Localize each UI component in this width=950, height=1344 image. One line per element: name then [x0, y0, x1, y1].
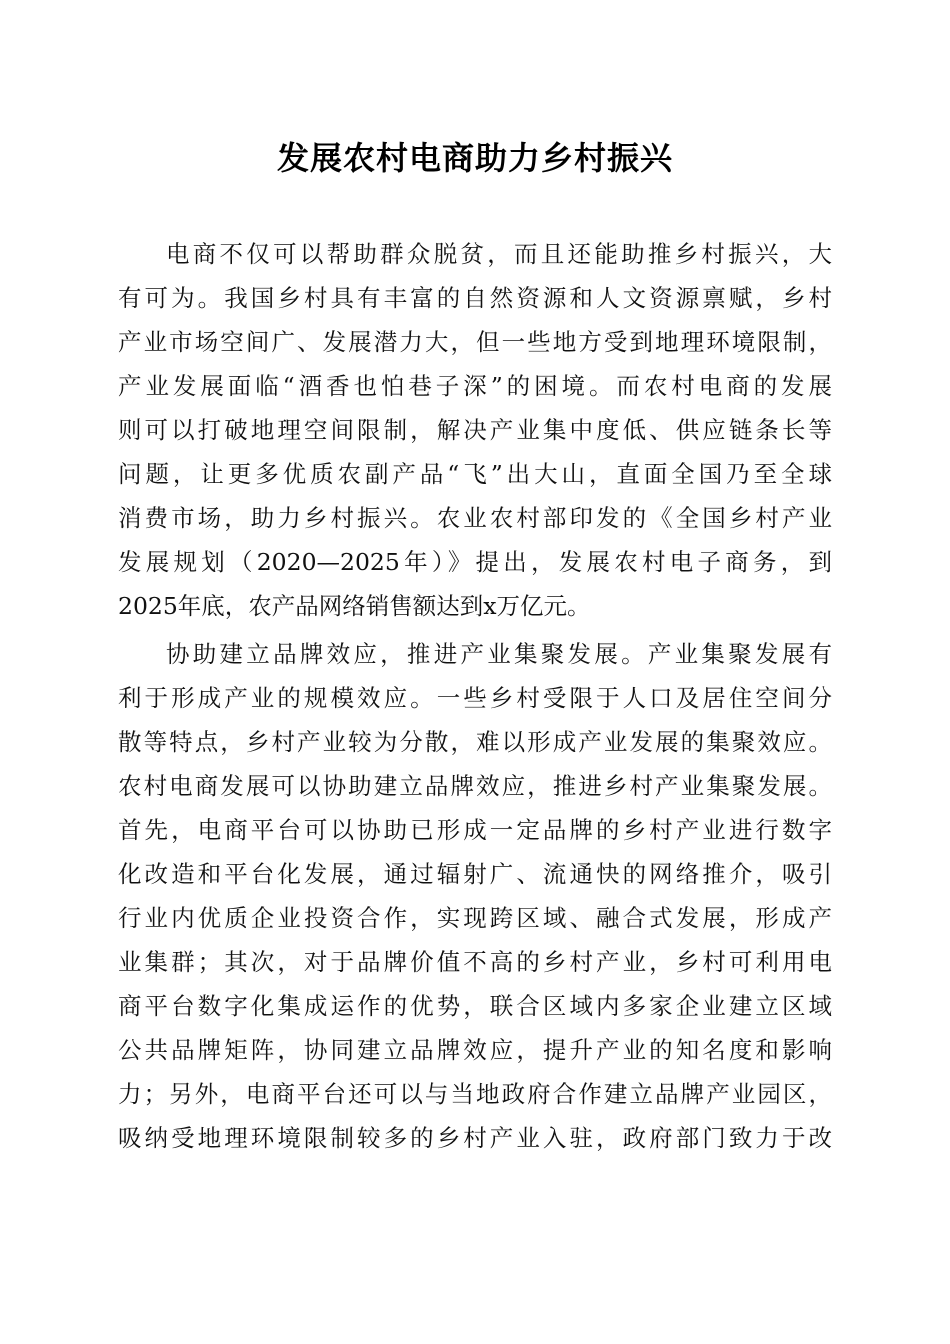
paragraph-1-line-2: 有可为。我国乡村具有丰富的自然资源和人文资源禀赋，乡村: [118, 284, 832, 312]
paragraph-1-line-9: 2025年底，农产品网络销售额达到x万亿元。: [118, 592, 591, 620]
paragraph-1-line-5: 则可以打破地理空间限制，解决产业集中度低、供应链条长等: [118, 416, 832, 444]
paragraph-1-line-3: 产业市场空间广、发展潜力大，但一些地方受到地理环境限制，: [118, 328, 832, 356]
paragraph-1-line-7: 消费市场，助力乡村振兴。农业农村部印发的《全国乡村产业: [118, 504, 832, 532]
paragraph-2-line-8: 业集群；其次，对于品牌价值不高的乡村产业，乡村可利用电: [118, 948, 832, 976]
paragraph-2-line-12: 吸纳受地理环境限制较多的乡村产业入驻，政府部门致力于改: [118, 1124, 832, 1152]
paragraph-1-line-4: 产业发展面临“酒香也怕巷子深”的困境。而农村电商的发展: [118, 372, 832, 400]
paragraph-1-line-1: 电商不仅可以帮助群众脱贫，而且还能助推乡村振兴，大: [166, 240, 832, 268]
paragraph-2-line-3: 散等特点，乡村产业较为分散，难以形成产业发展的集聚效应。: [118, 728, 832, 756]
paragraph-2-line-5: 首先，电商平台可以协助已形成一定品牌的乡村产业进行数字: [118, 816, 832, 844]
paragraph-2-line-4: 农村电商发展可以协助建立品牌效应，推进乡村产业集聚发展。: [118, 772, 832, 800]
paragraph-2-line-10: 公共品牌矩阵，协同建立品牌效应，提升产业的知名度和影响: [118, 1036, 832, 1064]
paragraph-1-line-6: 问题，让更多优质农副产品“飞”出大山，直面全国乃至全球: [118, 460, 832, 488]
paragraph-2-line-2: 利于形成产业的规模效应。一些乡村受限于人口及居住空间分: [118, 684, 832, 712]
paragraph-2-line-11: 力；另外，电商平台还可以与当地政府合作建立品牌产业园区，: [118, 1080, 832, 1108]
document-title: 发展农村电商助力乡村振兴: [276, 139, 673, 177]
paragraph-1-line-8: 发展规划（2020—2025年）》提出，发展农村电子商务，到: [118, 548, 832, 576]
paragraph-2-line-6: 化改造和平台化发展，通过辐射广、流通快的网络推介，吸引: [118, 860, 832, 888]
paragraph-2-line-7: 行业内优质企业投资合作，实现跨区域、融合式发展，形成产: [118, 904, 832, 932]
paragraph-2-line-1: 协助建立品牌效应，推进产业集聚发展。产业集聚发展有: [166, 640, 832, 668]
paragraph-2-line-9: 商平台数字化集成运作的优势，联合区域内多家企业建立区域: [118, 992, 832, 1020]
